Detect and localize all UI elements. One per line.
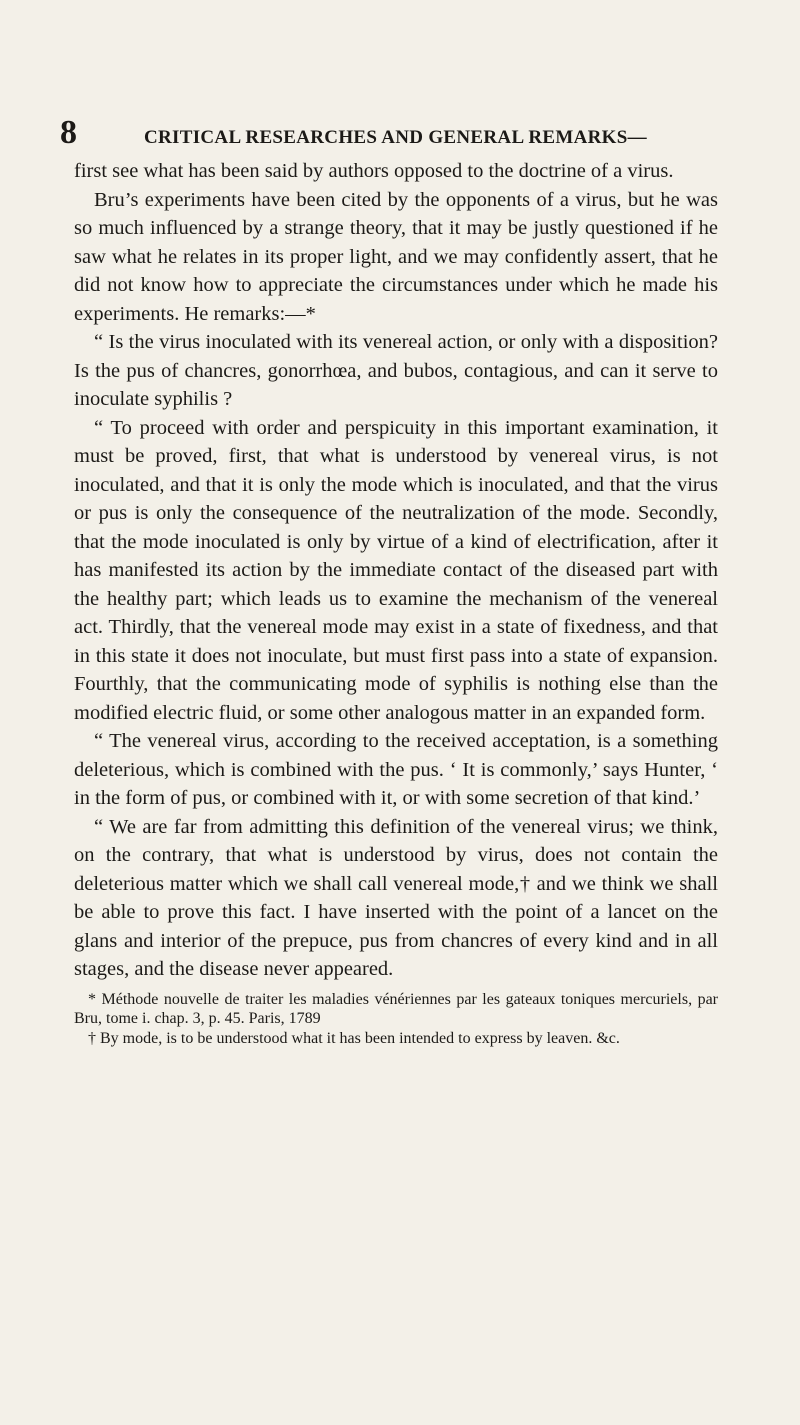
- page-header: [60, 116, 740, 150]
- footnote: * Méthode nouvelle de traiter les maladies vénériennes par les gateaux toniques mercuriels, par Bru, tome i. chap. 3, p. 45. Paris, 1789: [74, 990, 718, 1027]
- quote-paragraph: “ We are far from admitting this definition of the venereal virus; we think, on the contrary, that what is understood by virus, does not contain the deleterious matter which we shall call venereal mode,† and we think we shall be able to prove this fact. I have inserted with the point of a lancet on the glans and interior of the prepuce, pus from chancres of every kind and in all stages, and the disease never appeared.: [74, 815, 718, 980]
- body-text: [74, 157, 718, 1048]
- paragraph: Bru’s experiments have been cited by the opponents of a virus, but he was so much influenced by a strange theory, that it may be justly questioned if he saw what he relates in its proper light, and we may confidently assert, that he did not know how to appreciate the circumstances under which he made his experiments. He remarks:—*: [74, 188, 718, 325]
- quote-paragraph: “ Is the virus inoculated with its venereal action, or only with a disposition? Is the pus of chancres, gonorrhœa, and bubos, contagious, and can it serve to inoculate syphilis ?: [74, 331, 718, 410]
- page-number: 8: [60, 114, 77, 151]
- paragraph: first see what has been said by authors opposed to the doctrine of a virus.: [74, 160, 674, 182]
- footnotes: [74, 990, 718, 1049]
- running-head: CRITICAL RESEARCHES AND GENERAL REMARKS—: [144, 127, 647, 148]
- footnote: † By mode, is to be understood what it has been intended to express by leaven. &c.: [88, 1029, 620, 1047]
- quote-paragraph: “ The venereal virus, according to the received acceptation, is a something deleterious, which is combined with the pus. ‘ It is commonly,’ says Hunter, ‘ in the form of pus, or combined with it, or with some secretion of that kind.’: [74, 730, 718, 809]
- quote-paragraph: “ To proceed with order and perspicuity in this important examination, it must be proved, first, that what is understood by venereal virus, is not inoculated, and that it is only the mode which is inoculated, and that the virus or pus is only the consequence of the neutralization of the mode. Secondly, that the mode inoculated is only by virtue of a kind of electrification, after it has manifested its action by the immediate contact of the diseased part with the healthy part; which leads us to examine the mechanism of the venereal act. Thirdly, that the venereal mode may exist in a state of fixedness, and that in this state it does not inoculate, but must first pass into a state of expansion. Fourthly, that the communicating mode of syphilis is nothing else than the modified electric fluid, or some other analogous matter in an expanded form.: [74, 416, 718, 724]
